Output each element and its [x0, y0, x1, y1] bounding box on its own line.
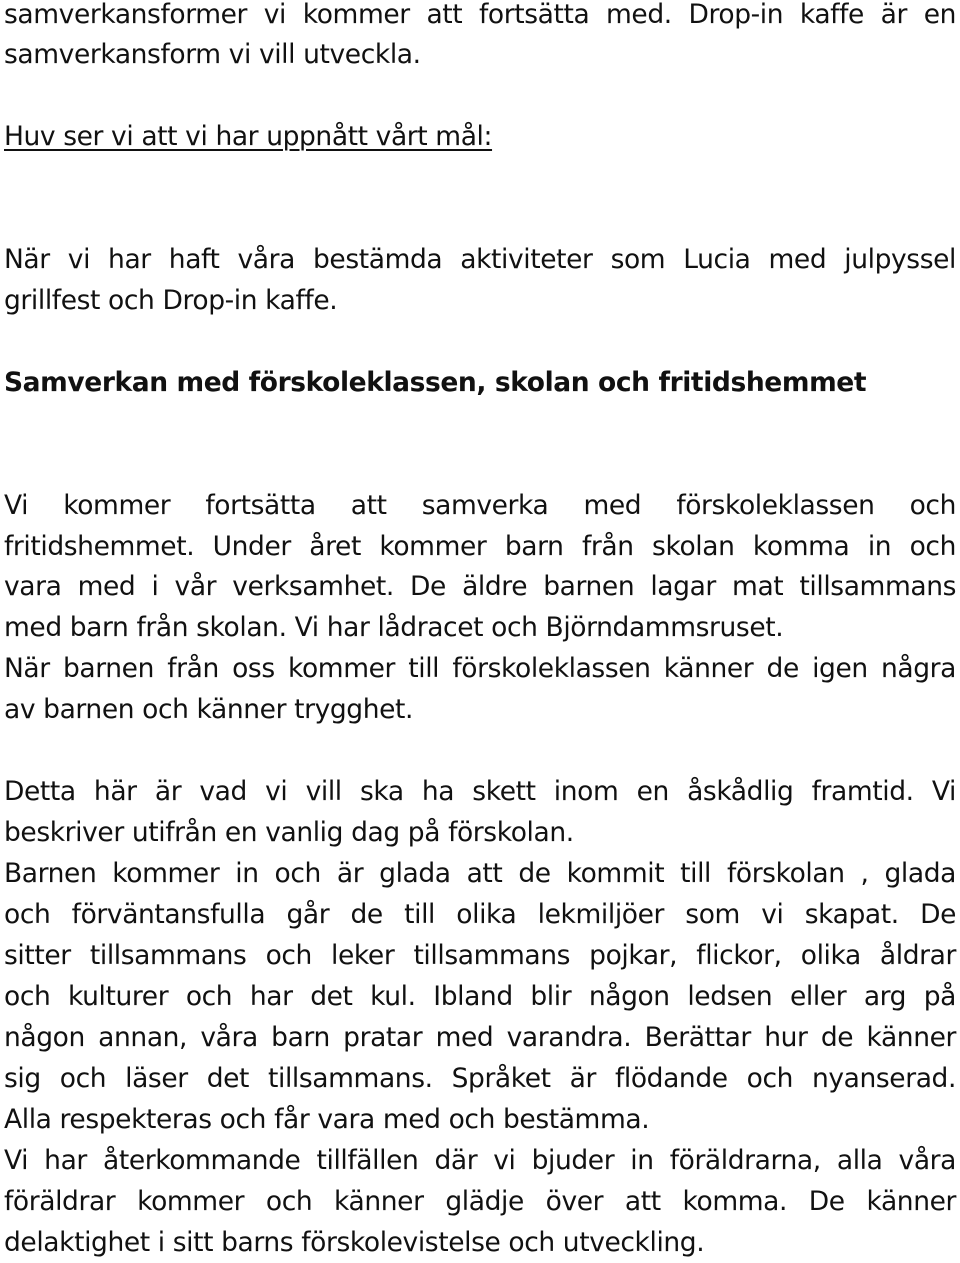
intro-line-1: samverkansformer vi kommer att fortsätta med. Drop-in kaffe är en: [4, 0, 956, 30]
vision-text-line-1: Detta här är vad vi vill ska ha skett inom en åskådlig framtid. Vi: [4, 776, 956, 807]
section-text-line-4: med barn från skolan. Vi har lådracet och Björndammsruset.: [4, 612, 784, 643]
goal-text-line-2: grillfest och Drop-in kaffe.: [4, 285, 338, 316]
section-text-line-6: av barnen och känner trygghet.: [4, 694, 414, 725]
vision-text-line-6: och kulturer och har det kul. Ibland blir någon ledsen eller arg på: [4, 981, 956, 1012]
vision-text-line-8: sig och läser det tillsammans. Språket är flödande och nyanserad.: [4, 1063, 956, 1094]
section-text-line-2: fritidshemmet. Under året kommer barn från skolan komma in och: [4, 531, 956, 562]
vision-text-line-3: Barnen kommer in och är glada att de kommit till förskolan , glada: [4, 858, 956, 889]
vision-text-line-7: någon annan, våra barn pratar med varandra. Berättar hur de känner: [4, 1022, 956, 1053]
vision-text-line-9: Alla respekteras och får vara med och bestämma.: [4, 1104, 650, 1135]
intro-line-2: samverkansform vi vill utveckla.: [4, 39, 421, 70]
vision-text-line-11: föräldrar kommer och känner glädje över att komma. De känner: [4, 1186, 956, 1217]
vision-text-line-4: och förväntansfulla går de till olika lekmiljöer som vi skapat. De: [4, 899, 956, 930]
vision-text-line-10: Vi har återkommande tillfällen där vi bjuder in föräldrarna, alla våra: [4, 1145, 956, 1176]
section-heading: Samverkan med förskoleklassen, skolan och fritidshemmet: [4, 367, 867, 398]
section-text-line-5: När barnen från oss kommer till förskoleklassen känner de igen några: [4, 653, 956, 684]
vision-text-line-5: sitter tillsammans och leker tillsammans pojkar, flickor, olika åldrar: [4, 940, 956, 971]
vision-text-line-2: beskriver utifrån en vanlig dag på förskolan.: [4, 817, 574, 848]
section-text-line-3: vara med i vår verksamhet. De äldre barnen lagar mat tillsammans: [4, 571, 956, 602]
section-text-line-1: Vi kommer fortsätta att samverka med förskoleklassen och: [4, 490, 956, 521]
goal-text-line-1: När vi har haft våra bestämda aktiviteter som Lucia med julpyssel: [4, 244, 956, 275]
goal-heading: Huv ser vi att vi har uppnått vårt mål:: [4, 121, 493, 152]
vision-text-line-12: delaktighet i sitt barns förskolevistelse och utveckling.: [4, 1227, 705, 1258]
